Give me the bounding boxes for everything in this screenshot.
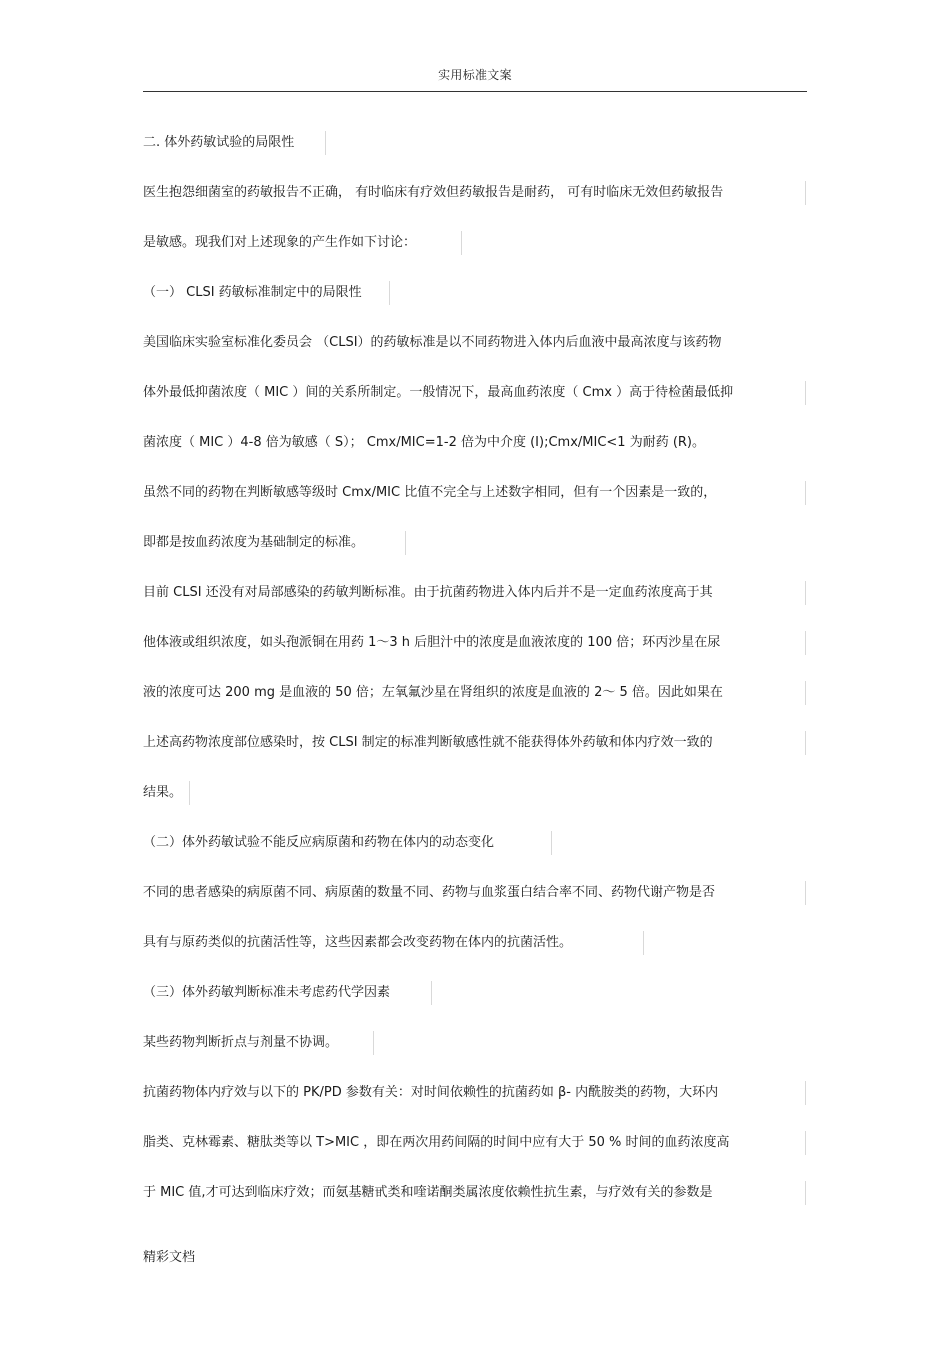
header-divider [143,91,807,92]
paragraph-line: 于 MIC 值,才可达到临床疗效；而氨基糖甙类和喹诺酮类属浓度依赖性抗生素，与疗效有关的参数是 [143,1181,806,1205]
paragraph-line: 液的浓度可达 200 mg 是血液的 50 倍；左氧氟沙星在肾组织的浓度是血液的 2～ 5 倍。因此如果在 [143,681,806,705]
paragraph-line: 即都是按血药浓度为基础制定的标准。 [143,531,406,555]
paragraph-line: 上述高药物浓度部位感染时，按 CLSI 制定的标准判断敏感性就不能获得体外药敏和体内疗效一致的 [143,731,806,755]
page-header-title: 实用标准文案 [438,68,512,82]
paragraph-line: 体外最低抑菌浓度（ MIC ）间的关系所制定。一般情况下，最高血药浓度（ Cmx ）高于待检菌最低抑 [143,381,806,405]
paragraph-line: 美国临床实验室标准化委员会 （CLSI）的药敏标准是以不同药物进入体内后血液中最高浓度与该药物 [143,335,722,350]
paragraph-line: 医生抱怨细菌室的药敏报告不正确， 有时临床有疗效但药敏报告是耐药， 可有时临床无效但药敏报告 [143,181,806,205]
subsection-heading-1: （一） CLSI 药敏标准制定中的局限性 [143,281,390,305]
paragraph-line: 结果。 [143,781,190,805]
page-footer-text: 精彩文档 [143,1250,196,1265]
paragraph-line: 是敏感。现我们对上述现象的产生作如下讨论： [143,231,462,255]
paragraph-line: 他体液或组织浓度，如头孢派铜在用药 1～3 h 后胆汁中的浓度是血液浓度的 100 倍；环丙沙星在尿 [143,631,806,655]
paragraph-line: 虽然不同的药物在判断敏感等级时 Cmx/MIC 比值不完全与上述数字相同，但有一个因素是一致的， [143,481,806,505]
paragraph-line: 某些药物判断折点与剂量不协调。 [143,1031,374,1055]
paragraph-line: 抗菌药物体内疗效与以下的 PK/PD 参数有关：对时间依赖性的抗菌药如 β- 内酰胺类的药物，大环内 [143,1081,806,1105]
subsection-heading-2: （二）体外药敏试验不能反应病原菌和药物在体内的动态变化 [143,831,552,855]
paragraph-line: 具有与原药类似的抗菌活性等，这些因素都会改变药物在体内的抗菌活性。 [143,931,644,955]
paragraph-line: 不同的患者感染的病原菌不同、病原菌的数量不同、药物与血浆蛋白结合率不同、药物代谢产物是否 [143,881,806,905]
paragraph-line: 菌浓度（ MIC ）4-8 倍为敏感（ S）； Cmx/MIC=1-2 倍为中介度 (I);Cmx/MIC<1 为耐药 (R)。 [143,435,706,450]
paragraph-line: 脂类、克林霉素、糖肽类等以 T>MIC ，即在两次用药间隔的时间中应有大于 50 % 时间的血药浓度高 [143,1131,806,1155]
subsection-heading-3: （三）体外药敏判断标准未考虑药代学因素 [143,981,432,1005]
section-heading-limitations: 二. 体外药敏试验的局限性 [143,131,326,155]
paragraph-line: 目前 CLSI 还没有对局部感染的药敏判断标准。由于抗菌药物进入体内后并不是一定血药浓度高于其 [143,581,806,605]
